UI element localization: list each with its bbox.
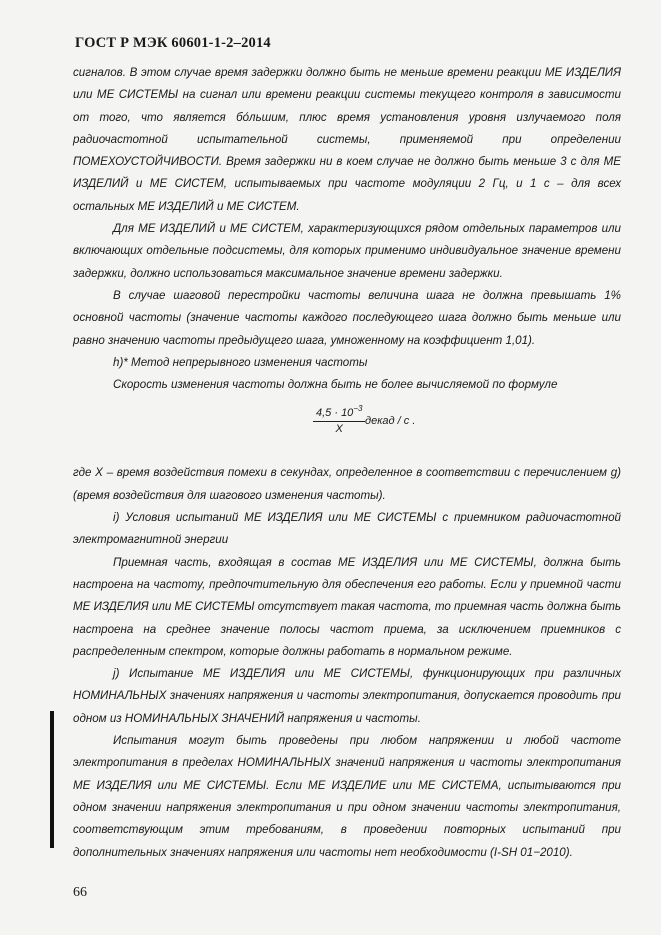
formula-exponent: −3 [353,404,363,414]
paragraph-test-any-voltage: Испытания могут быть проведены при любом напряжении и любой частоте электропитания в пределах НОМИНАЛЬНЫХ значений напряжения и частоты электропитания МЕ ИЗДЕЛИЯ или МЕ СИСТЕМЫ. Если МЕ ИЗДЕЛИЕ или МЕ СИСТЕМА, испытываются при одном значении напряжения электропитания и при одном значении частоты электропитания, соответствующим этим требованиям, в проведении повторных испытаний при дополнительных значениях напряжения или частоты нет необходимости (I-SH 01−2010). [73,734,621,859]
formula-denominator: X [335,423,343,436]
formula-numerator: $4,5 \cdot 10^{-3}$ [313,402,365,422]
paragraph-rate-formula-intro: Скорость изменения частоты должна быть не более вычисляемой по формуле [113,378,558,392]
paragraph-receiver-tuning: Приемная часть, входящая в состав МЕ ИЗДЕЛИЯ или МЕ СИСТЕМЫ, должна быть настроена на частоту, предпочтительную для обеспечения его работы. Если у приемной части МЕ ИЗДЕЛИЯ или МЕ СИСТЕМЫ отсутствует такая частота, то приемная часть должна быть настроена на среднее значение полосы частот приема, за исключением приемников с распределенным спектром, которые должны работать в нормальном режиме. [73,555,621,658]
document-body [73,62,621,864]
page-header: ГОСТ Р МЭК 60601-1-2–2014 [75,35,271,51]
page-number: 66 [73,885,87,900]
heading-continuous-method: h)* Метод непрерывного изменения частоты [113,355,368,369]
heading-receiver-conditions: i) Условия испытаний МЕ ИЗДЕЛИЯ или МЕ СИСТЕМЫ с приемником радиочастотной электромагнитной энергии [73,511,621,547]
formula [73,396,621,448]
paragraph-delay-time: сигналов. В этом случае время задержки должно быть не меньше времени реакции МЕ ИЗДЕЛИЯ или МЕ СИСТЕМЫ на сигнал или времени реакции системы текущего контроля в зависимости от того, что является бо́льшим, плюс время установления уровня излучаемого поля радиочастотной испытательной системы, применяемой при определении ПОМЕХОУСТОЙЧИВОСТИ. Время задержки ни в коем случае не должно быть меньше 3 с для МЕ ИЗДЕЛИЙ и МЕ СИСТЕМ, испытываемых при частоте модуляции 2 Гц, и 1 с – для всех остальных МЕ ИЗДЕЛИЙ и МЕ СИСТЕМ. [73,66,621,213]
paragraph-max-delay: Для МЕ ИЗДЕЛИЙ и МЕ СИСТЕМ, характеризующихся рядом отдельных параметров или включающих отдельные подсистемы, для которых применимо индивидуальное значение времени задержки, должно использоваться максимальное значение времени задержки. [73,222,621,280]
formula-fraction [313,402,365,436]
paragraph-step-frequency: В случае шаговой перестройки частоты величина шага не должна превышать 1% основной частоты (значение частоты каждого последующего шага должно быть меньше или равно значению частоты предыдущего шага, умноженному на коэффициент 1,01). [73,288,621,347]
paragraph-rated-voltage: j) Испытание МЕ ИЗДЕЛИЯ или МЕ СИСТЕМЫ, функционирующих при различных НОМИНАЛЬНЫХ значениях напряжения и частоты электропитания, допускается проводить при одном из НОМИНАЛЬНЫХ ЗНАЧЕНИЙ напряжения и частоты. [73,667,621,725]
paragraph-x-definition: где X – время воздействия помехи в секундах, определенное в соответствии с перечислением g) (время воздействия для шагового изменения частоты). [73,466,621,502]
change-bar [50,711,54,848]
formula-unit: декад / с . [365,415,416,428]
